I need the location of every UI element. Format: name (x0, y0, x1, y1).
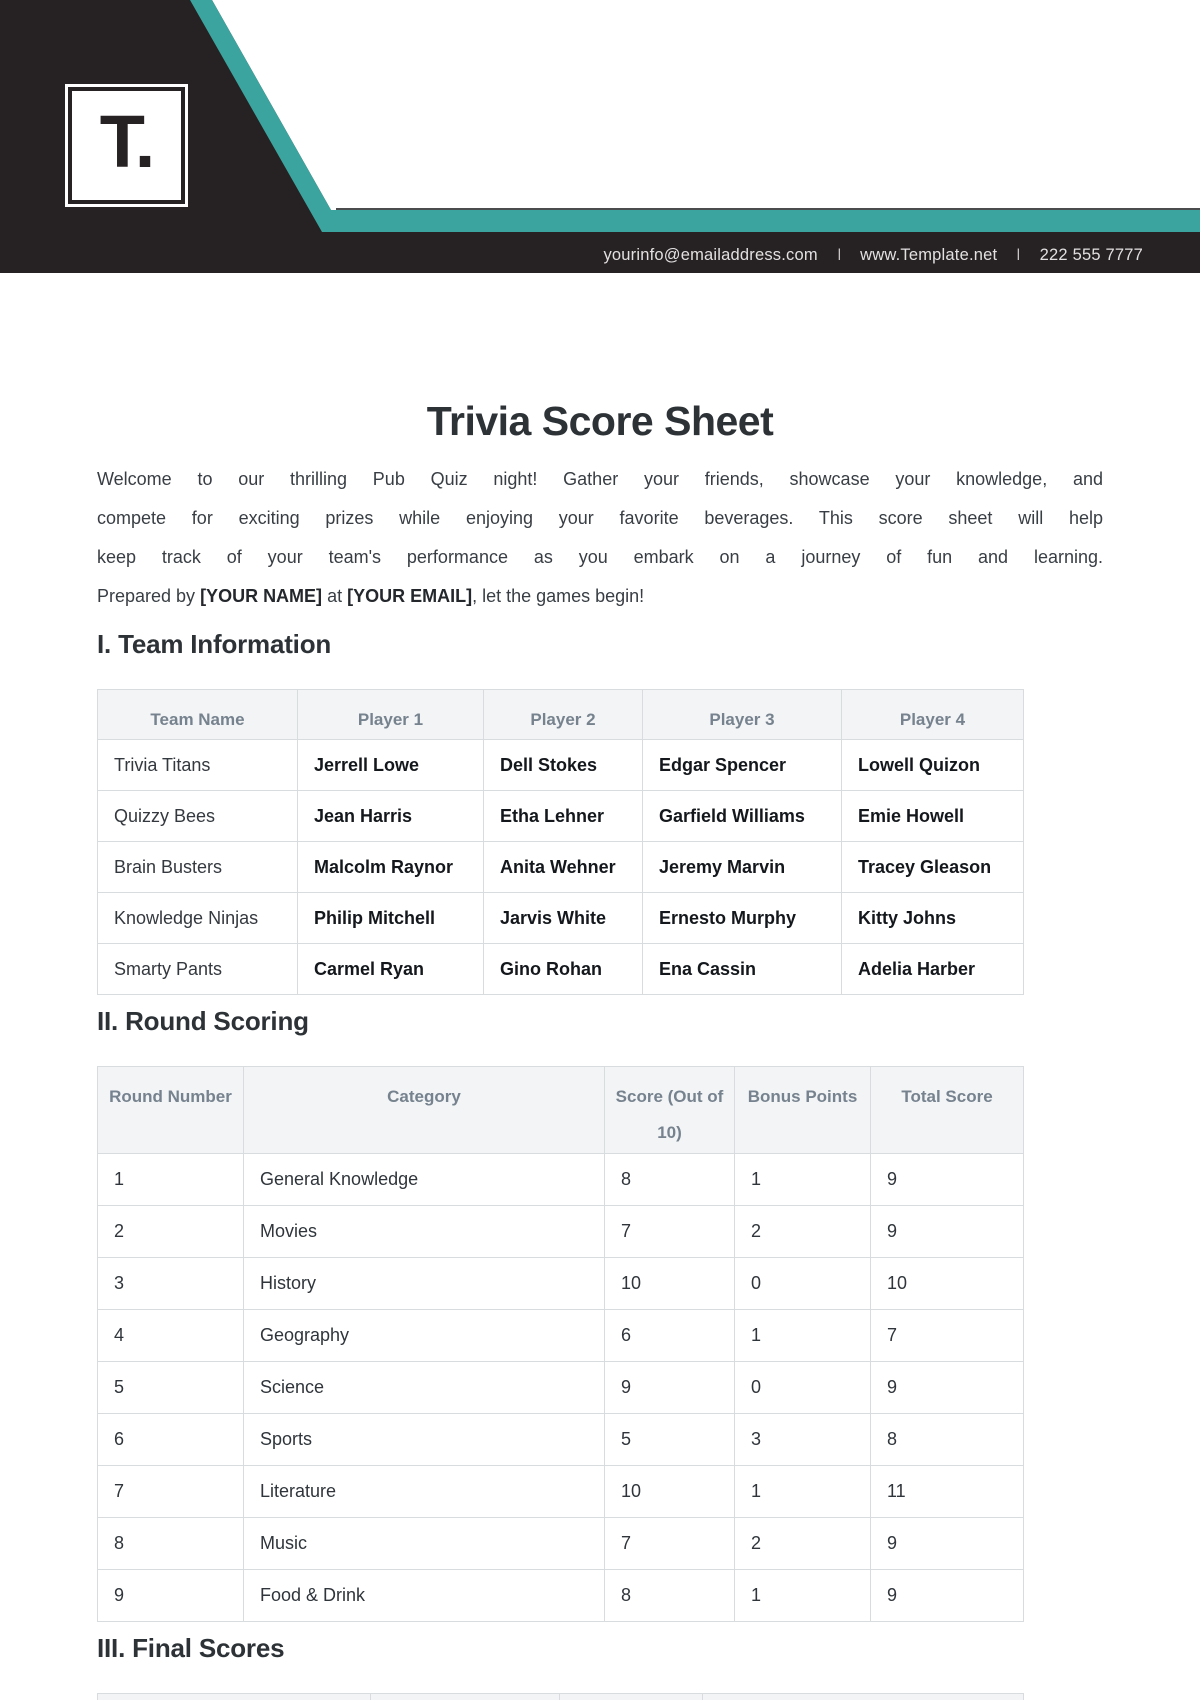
table-cell: 3 (735, 1414, 871, 1466)
table-cell: 5 (98, 1362, 244, 1414)
contact-website: www.Template.net (860, 246, 998, 264)
table-row (98, 740, 1024, 791)
table-cell: 7 (98, 1466, 244, 1518)
table-cell: Etha Lehner (484, 791, 643, 842)
table-cell: 9 (871, 1570, 1024, 1622)
intro-paragraph (97, 460, 1103, 616)
table-cell: 8 (98, 1518, 244, 1570)
table-cell: Sports (244, 1414, 605, 1466)
table-cell: Trivia Titans (98, 740, 298, 791)
team-information-table (97, 689, 1024, 995)
table-cell: 10 (605, 1466, 735, 1518)
contact-email: yourinfo@emailaddress.com (603, 246, 818, 264)
column-header: Player 1 (298, 690, 484, 740)
table-cell: 8 (871, 1414, 1024, 1466)
intro-at-text: at (322, 586, 348, 606)
table-row (98, 1258, 1024, 1310)
table-cell: 6 (605, 1310, 735, 1362)
table-cell: Jeremy Marvin (643, 842, 842, 893)
table-header-row (98, 690, 1024, 740)
intro-line: compete for exciting prizes while enjoying your favorite beverages. This score sheet will help (97, 508, 1103, 528)
intro-prepared-by-text: Prepared by (97, 586, 201, 606)
table-row (98, 1362, 1024, 1414)
table-cell: 10 (871, 1258, 1024, 1310)
table-cell: 1 (735, 1310, 871, 1362)
table-cell: Edgar Spencer (643, 740, 842, 791)
table-cell: Jean Harris (298, 791, 484, 842)
table-cell: 7 (871, 1310, 1024, 1362)
column-header: Player 2 (484, 690, 643, 740)
intro-closing-text: , let the games begin! (472, 586, 645, 606)
table-cell: Science (244, 1362, 605, 1414)
table-row (98, 791, 1024, 842)
intro-line: keep track of your team's performance as you embark on a journey of fun and learning. (97, 547, 1103, 567)
table-cell: Quizzy Bees (98, 791, 298, 842)
table-header-row (98, 1694, 1024, 1700)
table-cell: Smarty Pants (98, 944, 298, 995)
brand-logo (65, 84, 188, 207)
table-cell: Gino Rohan (484, 944, 643, 995)
table-cell: Kitty Johns (842, 893, 1024, 944)
round-scoring-table (97, 1066, 1024, 1622)
table-cell: Ernesto Murphy (643, 893, 842, 944)
page-header (0, 0, 1200, 273)
intro-line: Welcome to our thrilling Pub Quiz night! Gather your friends, showcase your knowledge, and (97, 469, 1103, 489)
table-cell: 3 (98, 1258, 244, 1310)
column-header: Player 3 (643, 690, 842, 740)
header-edge-line (336, 208, 1200, 210)
table-cell: Malcolm Raynor (298, 842, 484, 893)
table-cell: 0 (735, 1258, 871, 1310)
table-row (98, 1466, 1024, 1518)
table-cell: 9 (871, 1518, 1024, 1570)
table-cell: 7 (605, 1206, 735, 1258)
column-header (98, 1694, 371, 1700)
table-cell: 10 (605, 1258, 735, 1310)
contact-separator: I (837, 246, 841, 264)
column-header: Total Score (871, 1067, 1024, 1154)
table-row (98, 893, 1024, 944)
table-cell: Philip Mitchell (298, 893, 484, 944)
section-heading-round-scoring: II. Round Scoring (97, 1006, 309, 1036)
table-row (98, 1206, 1024, 1258)
table-row (98, 1154, 1024, 1206)
column-header: Player 4 (842, 690, 1024, 740)
page-title: Trivia Score Sheet (426, 398, 774, 444)
section-heading-team-information: I. Team Information (97, 629, 332, 659)
table-header-row (98, 1067, 1024, 1154)
table-cell: 2 (98, 1206, 244, 1258)
contact-separator: I (1016, 246, 1021, 264)
table-cell: Anita Wehner (484, 842, 643, 893)
table-cell: 1 (98, 1154, 244, 1206)
table-cell: Geography (244, 1310, 605, 1362)
table-cell: 4 (98, 1310, 244, 1362)
table-row (98, 1518, 1024, 1570)
column-header: Bonus Points (735, 1067, 871, 1154)
table-cell: Carmel Ryan (298, 944, 484, 995)
column-header: Score (Out of 10) (605, 1067, 735, 1154)
table-cell: Lowell Quizon (842, 740, 1024, 791)
final-scores-table (97, 1693, 1024, 1700)
table-cell: 9 (605, 1362, 735, 1414)
brand-logo-letter: T. (99, 100, 154, 183)
table-cell: 1 (735, 1570, 871, 1622)
table-cell: Tracey Gleason (842, 842, 1024, 893)
document-body (0, 397, 1200, 1700)
table-row (98, 1414, 1024, 1466)
table-cell: 9 (871, 1154, 1024, 1206)
table-cell: 6 (98, 1414, 244, 1466)
table-cell: Emie Howell (842, 791, 1024, 842)
table-cell: Ena Cassin (643, 944, 842, 995)
table-row (98, 1570, 1024, 1622)
section-heading-final-scores: III. Final Scores (97, 1633, 285, 1663)
table-cell: 11 (871, 1466, 1024, 1518)
table-cell: General Knowledge (244, 1154, 605, 1206)
table-cell: Brain Busters (98, 842, 298, 893)
table-cell: 8 (605, 1154, 735, 1206)
table-cell: 7 (605, 1518, 735, 1570)
intro-line (97, 577, 1103, 616)
your-email-placeholder: [YOUR EMAIL] (347, 586, 473, 606)
contact-phone: 222 555 7777 (1039, 246, 1143, 264)
table-cell: 5 (605, 1414, 735, 1466)
column-header: Team Name (98, 690, 298, 740)
table-cell: Garfield Williams (643, 791, 842, 842)
brand-logo-box (72, 91, 181, 200)
table-cell: 9 (871, 1362, 1024, 1414)
table-cell: 9 (98, 1570, 244, 1622)
table-cell: Knowledge Ninjas (98, 893, 298, 944)
table-cell: 9 (871, 1206, 1024, 1258)
column-header (560, 1694, 703, 1700)
table-cell: 2 (735, 1518, 871, 1570)
table-cell: Music (244, 1518, 605, 1570)
column-header: Category (244, 1067, 605, 1154)
table-row (98, 944, 1024, 995)
table-cell: Food & Drink (244, 1570, 605, 1622)
column-header: Round Number (98, 1067, 244, 1154)
table-cell: Jarvis White (484, 893, 643, 944)
your-name-placeholder: [YOUR NAME] (200, 586, 323, 606)
table-cell: Literature (244, 1466, 605, 1518)
column-header (371, 1694, 560, 1700)
table-cell: 8 (605, 1570, 735, 1622)
table-cell: Movies (244, 1206, 605, 1258)
table-row (98, 1310, 1024, 1362)
table-cell: Dell Stokes (484, 740, 643, 791)
table-row (98, 842, 1024, 893)
table-cell: 2 (735, 1206, 871, 1258)
table-cell: 1 (735, 1154, 871, 1206)
contact-bar (603, 246, 1143, 265)
table-cell: 0 (735, 1362, 871, 1414)
table-cell: 1 (735, 1466, 871, 1518)
table-cell: Jerrell Lowe (298, 740, 484, 791)
table-cell: Adelia Harber (842, 944, 1024, 995)
column-header (703, 1694, 1024, 1700)
table-cell: History (244, 1258, 605, 1310)
